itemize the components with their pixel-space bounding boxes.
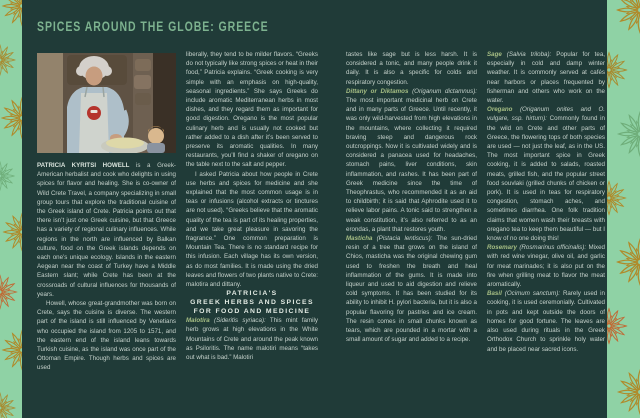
herb-entry-rosemary: Rosemary (Rosmarinus officinalis): Mixed with red wine vinegar, olive oil, and garlic for meat marinades; it is also put on the fire when grilling meat to flavor the meat aromatically. <box>487 244 605 289</box>
herb-name: Sage <box>487 51 502 58</box>
column-intro <box>37 50 176 373</box>
herb-latin-name: (Pistacia lentiscus): <box>372 235 433 243</box>
body-paragraph: I asked Patricia about how people in Crete use herbs and spices for medicine and she explained that the most common usage is in teas or infusions (alcohol extracts or tinctures are not used). “Greeks believe that the aromatic quality of the tea is part of its healing properties, and we take great pleasure in savoring the fragrance.” One common preparation is Mountain Tea. There is no standard recipe for this infusion. Each village has its own version, as do most families. It is made using the dried leaves and flowers of two plants native to Crete: malotira and dittany. <box>186 170 318 289</box>
herb-name: Basil <box>487 290 502 298</box>
herb-name: Masticha <box>346 235 373 243</box>
intro-paragraph-2: Howell, whose great-grandmother was born on Crete, says the cuisine is diverse. The western part of the island is still influenced by Venetians who occupied the island from 1205 to 1571, and the eastern end of the island leans towards Turkish cuisine, as the island was once part of the Ottoman Empire. Though herbs and spices are used <box>37 300 176 372</box>
column-continuation <box>186 50 318 362</box>
herb-entry-oregano: Oregano (Origanum onites and O. vulgare, ssp. hirtum): Commonly found in the wild on Crete and other parts of Greece, the flowering tops of both species are used — not just the leaf, as in the US. The most important spice in Greek cooking, it is added to salads, roasted meats, grilled fish, and the popular street food souvlaki (grilled chunks of chicken or pork). It is used in teas for respiratory congestion, stomach aches, and sometimes diarrhea. One folk tradition claims that women wash their breasts with oregano tea to keep them beautiful — but I know of no one doing this! <box>487 106 605 243</box>
herb-latin-name: (Sideritis syriaca): <box>209 317 266 325</box>
herb-latin-name: (Salvia triloba): <box>501 51 552 58</box>
herb-latin-name: (Origanum onites and O. vulgare, ssp. hirtum): <box>487 106 605 123</box>
herb-name: Dittany or Diktamos <box>346 87 409 95</box>
body-paragraph: tastes like sage but is less harsh. It is considered a tonic, and many people drink it daily. It is also a specific for colds and respiratory congestion. <box>346 51 477 86</box>
herb-entry-masticha: Masticha (Pistacia lentiscus): The sun-dried resin of a tree that grows on the island of Chios, masticha was the original chewing gum used to freshen the breath and heal inflammation of the gums. It is made into liqueur and used to aid digestion and relieve cold symptoms. It has been studied for its ability to inhibit H. pylori bacteria, but it is also a popular flavoring for pastries and ice cream. The resin comes in small chunks known as tears, which are pounded in a mortar with a small amount of sugar and added to a recipe. <box>346 235 477 344</box>
column-herbs-1 <box>346 50 477 345</box>
herb-name: Malotira <box>186 317 210 325</box>
herb-entry-sage: Sage (Salvia triloba): Popular for tea, especially in cold and damp winter weather. It is commonly served at cafés near harbors or places frequented by fisherman and others who work on the water. <box>487 51 606 105</box>
herb-latin-name: (Rosmarinus officinalis): <box>516 244 587 252</box>
section-heading: PATRICIA'S GREEK HERBS AND SPICES FOR FOOD AND MEDICINE <box>190 290 314 316</box>
herb-latin-name: (Ocimum sanctum): <box>501 290 560 298</box>
botanical-border-left-icon <box>0 0 22 418</box>
body-paragraph: liberally, they tend to be milder flavors. “Greeks do not typically like strong spices or heat in their food,” Patricia explains. “Greek cooking is very simple with an emphasis on high-quality, seasonal ingredients.” She says Greeks do include aromatic Mediterranean herbs in most dishes, and they regard them as important for good digestion. Oregano is the most popular culinary herb and is usually not cooked but rather added to a dish after it’s been served to preserve its aromatic qualities. In many restaurants, you’ll find a shaker of oregano on the table next to the salt and pepper. <box>186 51 318 169</box>
herb-entry-malotira: Malotira (Sideritis syriaca): This mint family herb grows at high elevations in the White Mountains of Crete and around the peak known as Psiloritis. The name malotiri means “takes out what is bad.” Malotiri <box>186 317 318 362</box>
herb-entry-basil: Basil (Ocimum sanctum): Rarely used in cooking, it is used ceremonially. Cultivated in pots and kept outside the doors of homes for good fortune. The leaves are also used during rituals in the Greek Orthodox Church to sprinkle holy water and be placed near sacred icons. <box>487 290 605 353</box>
intro-paragraph-1: PATRICIA KYRITSI HOWELL is a Greek-American herbalist and cook who delights in using spices for flavor and healing. She is co-owner of Wild Crete Travel, a company specializing in small group tours that explore the traditional cuisine of the Greek island of Crete. Patricia points out that there isn’t just one Greek cuisine, but that Greece has a variety of regional culinary influences. While regions in the north are influenced by Balkan culture, food on the Greek islands depends on each one’s unique ecology. Islands in the eastern Aegean near the coast of Turkey have a Middle Eastern slant; while Crete has been at the crossroads of cultural influences for thousands of years. <box>37 162 176 298</box>
page-title: SPICES AROUND THE GLOBE: GREECE <box>37 19 269 34</box>
patricia-howell-photo <box>37 53 176 153</box>
herb-entry-dittany: Dittany or Diktamos (Origanum dictamnus): The most important medicinal herb on Crete and in many parts of Greece. Until recently, it was only wild-harvested from high elevations in the mountains, where collecting it required braving steep and dangerous rock outcroppings. Now it is cultivated widely and is considered a panacea used for headaches, stomach pains, liver conditions, skin inflammation, and rashes. It has been part of Greek medicine since the time of Theophrastus, who recommended it as an aid to childbirth; it is said that Aphrodite used it to relieve labor pains. A tonic said to strengthen a weak constitution, it’s also referred to as an erondas, a plant that restores youth. <box>346 87 477 233</box>
botanical-border-right-icon <box>607 0 640 418</box>
herb-name: Rosemary <box>487 244 517 252</box>
herb-latin-name: (Origanum dictamnus): <box>408 87 477 95</box>
column-herbs-2 <box>487 50 605 354</box>
herb-name: Oregano <box>487 106 513 114</box>
person-name: PATRICIA KYRITSI HOWELL <box>37 162 130 169</box>
